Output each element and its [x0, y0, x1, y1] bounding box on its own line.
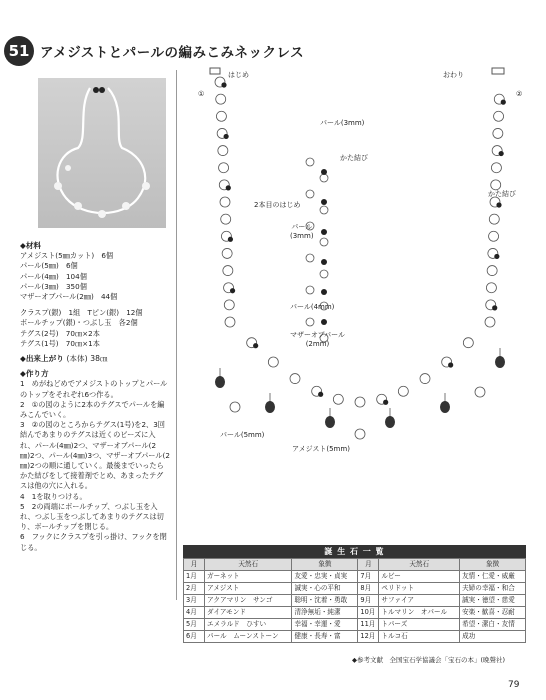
- material-item: テグス(1号) 70㎝×1本: [20, 338, 100, 348]
- table-row: [184, 607, 526, 619]
- cell-month: 10月: [358, 607, 379, 619]
- pearl-drop: [230, 402, 240, 412]
- bead-loop: [398, 386, 408, 396]
- cell-meaning: 夫婦の幸福・和合: [460, 583, 526, 595]
- pearl-bead: [306, 318, 314, 326]
- birthstone-table-title: 誕 生 石 一 覧: [183, 545, 526, 558]
- cell-meaning: 友愛・忠実・貞実: [292, 571, 358, 583]
- method-step: 5 2の両端にボールチップ、つぶし玉を入れ、つぶし玉をつぶしてあまりのテグスは切り、ボールチップを閉じる。: [20, 501, 164, 532]
- cell-stone: ルビー: [379, 571, 460, 583]
- cell-meaning: 成功: [460, 631, 526, 643]
- bead-loop: [486, 283, 496, 293]
- bead-loop: [489, 214, 499, 224]
- pearl-bead: [306, 286, 314, 294]
- cell-meaning: 誠実・徳望・慈愛: [460, 595, 526, 607]
- material-item: パール(4㎜) 104個: [20, 271, 87, 281]
- bead-loop: [493, 128, 503, 138]
- cell-meaning: 清浄無垢・純潔: [292, 607, 358, 619]
- mother-of-pearl-bead: [448, 362, 453, 367]
- birthstone-table: [183, 558, 526, 643]
- mother-of-pearl-bead: [494, 254, 499, 259]
- cell-meaning: 安楽・歓喜・忍耐: [460, 607, 526, 619]
- cell-stone: ダイアモンド: [205, 607, 292, 619]
- size-row: [20, 354, 170, 364]
- bead-loop: [494, 111, 504, 121]
- label-end: おわり: [443, 71, 464, 79]
- bead-loop: [225, 317, 235, 327]
- cell-stone: トルコ石: [379, 631, 460, 643]
- bead-loop: [223, 266, 233, 276]
- method-step: 4 1を取りつける。: [20, 491, 87, 501]
- label-second-start: 2本目のはじめ: [254, 201, 301, 209]
- table-row: [184, 583, 526, 595]
- label-knot: かた結び: [340, 154, 368, 162]
- bead-loop: [218, 146, 228, 156]
- black-bead: [321, 319, 327, 325]
- table-row: [184, 595, 526, 607]
- bead-loop: [487, 266, 497, 276]
- cell-month: 7月: [358, 571, 379, 583]
- cell-meaning: 幸福・幸運・愛: [292, 619, 358, 631]
- cell-month: 2月: [184, 583, 205, 595]
- cell-meaning: 健康・長寿・富: [292, 631, 358, 643]
- mother-of-pearl-bead: [230, 288, 235, 293]
- mother-of-pearl-bead: [383, 400, 388, 405]
- material-item: ボールチップ(銀)・つぶし玉 各2個: [20, 318, 138, 328]
- clasp-end: [492, 68, 504, 74]
- page-number: 79: [508, 680, 520, 690]
- bead-loop: [489, 231, 499, 241]
- cell-month: 11月: [358, 619, 379, 631]
- bead-loop: [491, 163, 501, 173]
- black-bead: [321, 259, 327, 265]
- amethyst-drop: [215, 376, 225, 388]
- material-item: テグス(2号) 70㎝×2本: [20, 328, 100, 338]
- label-pearl5: パール(5mm): [220, 431, 265, 439]
- item-number-badge: 51: [4, 36, 34, 66]
- necklace-photo: [38, 78, 166, 228]
- cell-stone: サファイア: [379, 595, 460, 607]
- bead-loop: [268, 357, 278, 367]
- mother-of-pearl-bead: [221, 82, 226, 87]
- cell-stone: パール ムーンストーン: [205, 631, 292, 643]
- amethyst-drop: [495, 356, 505, 368]
- instructions-column: [20, 238, 170, 553]
- header-meaning: 象徴: [460, 559, 526, 571]
- bead-loop: [216, 94, 226, 104]
- material-item: マザーオブパール(2㎜) 44個: [20, 292, 118, 302]
- size-value: 38㎝: [90, 354, 108, 364]
- black-bead: [321, 169, 327, 175]
- cell-month: 12月: [358, 631, 379, 643]
- cell-month: 9月: [358, 595, 379, 607]
- table-row: [184, 571, 526, 583]
- cell-stone: トパーズ: [379, 619, 460, 631]
- page-title: アメジストとパールの編みこみネックレス: [40, 45, 305, 61]
- bead-loop: [355, 397, 365, 407]
- label-knot-2: かた結び: [488, 190, 516, 198]
- pearl-drop: [355, 429, 365, 439]
- cell-month: 5月: [184, 619, 205, 631]
- pearl-bead: [320, 174, 328, 182]
- bead-loop: [224, 300, 234, 310]
- pearl-bead: [320, 206, 328, 214]
- mother-of-pearl-bead: [318, 392, 323, 397]
- label-start: はじめ: [228, 71, 249, 79]
- cell-month: 4月: [184, 607, 205, 619]
- amethyst-drop: [265, 401, 275, 413]
- bead-loop: [221, 214, 231, 224]
- page-header: [4, 36, 534, 62]
- cell-month: 1月: [184, 571, 205, 583]
- black-bead: [321, 289, 327, 295]
- amethyst-drop: [440, 401, 450, 413]
- bead-loop: [220, 197, 230, 207]
- table-header-row: [184, 559, 526, 571]
- label-pearl3: パール(3mm): [320, 119, 365, 127]
- clasp-start: [210, 68, 220, 74]
- method-step: 1 めがねどめでアメジストのトップとパールのトップをそれぞれ6つ作る。: [20, 379, 168, 399]
- label-circle-1: ①: [198, 90, 205, 98]
- column-divider: [176, 70, 177, 600]
- cell-stone: ガーネット: [205, 571, 292, 583]
- pearl-bead: [306, 158, 314, 166]
- mother-of-pearl-bead: [499, 151, 504, 156]
- mother-of-pearl-bead: [228, 237, 233, 242]
- material-item: クラスプ(銀) 1組 Tピン(銀) 12個: [20, 308, 143, 318]
- header-month: 月: [358, 559, 379, 571]
- bead-loop: [219, 163, 229, 173]
- header-month: 月: [184, 559, 205, 571]
- pearl-bead: [320, 238, 328, 246]
- cell-stone: アメジスト: [205, 583, 292, 595]
- mother-of-pearl-bead: [492, 305, 497, 310]
- mother-of-pearl-bead: [224, 134, 229, 139]
- header-stone: 天然石: [379, 559, 460, 571]
- pearl-drop: [475, 387, 485, 397]
- cell-stone: アクアマリン サンゴ: [205, 595, 292, 607]
- cell-meaning: 希望・潔白・友情: [460, 619, 526, 631]
- label-amethyst: アメジスト(5mm): [292, 445, 350, 453]
- amethyst-drop: [325, 416, 335, 428]
- beading-diagram: [180, 62, 540, 542]
- materials-heading: ◆材料: [20, 241, 42, 250]
- label-circle-2: ②: [516, 90, 523, 98]
- cell-month: 8月: [358, 583, 379, 595]
- method-step: 2 ①の図のように2本のテグスでパールを編みこんでいく。: [20, 399, 165, 420]
- material-item: パール(3㎜) 350個: [20, 281, 87, 291]
- label-pearl3b: パール (3mm): [290, 223, 314, 240]
- cell-meaning: 友情・仁愛・威厳: [460, 571, 526, 583]
- mother-of-pearl-bead: [496, 202, 501, 207]
- cell-stone: トルマリン オパール: [379, 607, 460, 619]
- method-step: 6 フックにクラスプを引っ掛け、フックを閉じる。: [20, 532, 167, 552]
- bead-loop: [290, 374, 300, 384]
- bead-loop: [333, 394, 343, 404]
- material-item: アメジスト(5㎜カット) 6個: [20, 251, 114, 261]
- cell-stone: ペリドット: [379, 583, 460, 595]
- mother-of-pearl-bead: [501, 100, 506, 105]
- method-heading: ◆作り方: [20, 369, 49, 379]
- pearl-bead: [306, 254, 314, 262]
- header-stone: 天然石: [205, 559, 292, 571]
- size-unit: (本体): [66, 354, 88, 364]
- black-bead: [321, 229, 327, 235]
- cell-month: 6月: [184, 631, 205, 643]
- table-row: [184, 619, 526, 631]
- bead-loop: [485, 317, 495, 327]
- mother-of-pearl-bead: [253, 343, 258, 348]
- cell-month: 3月: [184, 595, 205, 607]
- table-row: [184, 631, 526, 643]
- size-heading: ◆出来上がり: [20, 354, 64, 364]
- cell-meaning: 聡明・沈着・勇敢: [292, 595, 358, 607]
- header-meaning: 象徴: [292, 559, 358, 571]
- method-step: 3 ②の図のところからテグス(1号)を2、3回結んであまりのテグスは近くのビーズに入れ、パール(4㎜)2つ、マザーオブパール(2㎜)2つ、パール(4㎜)3つ、マザーオブパール(2㎜)2つの順に通していく。最後までいったらかた結びをして接着剤でとめ、あまったテグスは他の穴に入れる。: [20, 420, 170, 491]
- black-bead: [321, 199, 327, 205]
- label-pearl4: パール(4mm): [290, 303, 335, 311]
- cell-meaning: 誠実・心の平和: [292, 583, 358, 595]
- cell-stone: エメラルド ひすい: [205, 619, 292, 631]
- reference-note: ◆参考文献 全国宝石学協議会「宝石の本」(晩聲社): [352, 656, 506, 664]
- bead-loop: [222, 248, 232, 258]
- mother-of-pearl-bead: [226, 185, 231, 190]
- amethyst-drop: [385, 416, 395, 428]
- bead-loop: [463, 338, 473, 348]
- material-item: パール(5㎜) 6個: [20, 261, 78, 271]
- bead-loop: [216, 111, 226, 121]
- label-mop: マザーオブパール (2mm): [290, 331, 345, 348]
- bead-loop: [420, 374, 430, 384]
- pearl-bead: [320, 270, 328, 278]
- pearl-bead: [306, 190, 314, 198]
